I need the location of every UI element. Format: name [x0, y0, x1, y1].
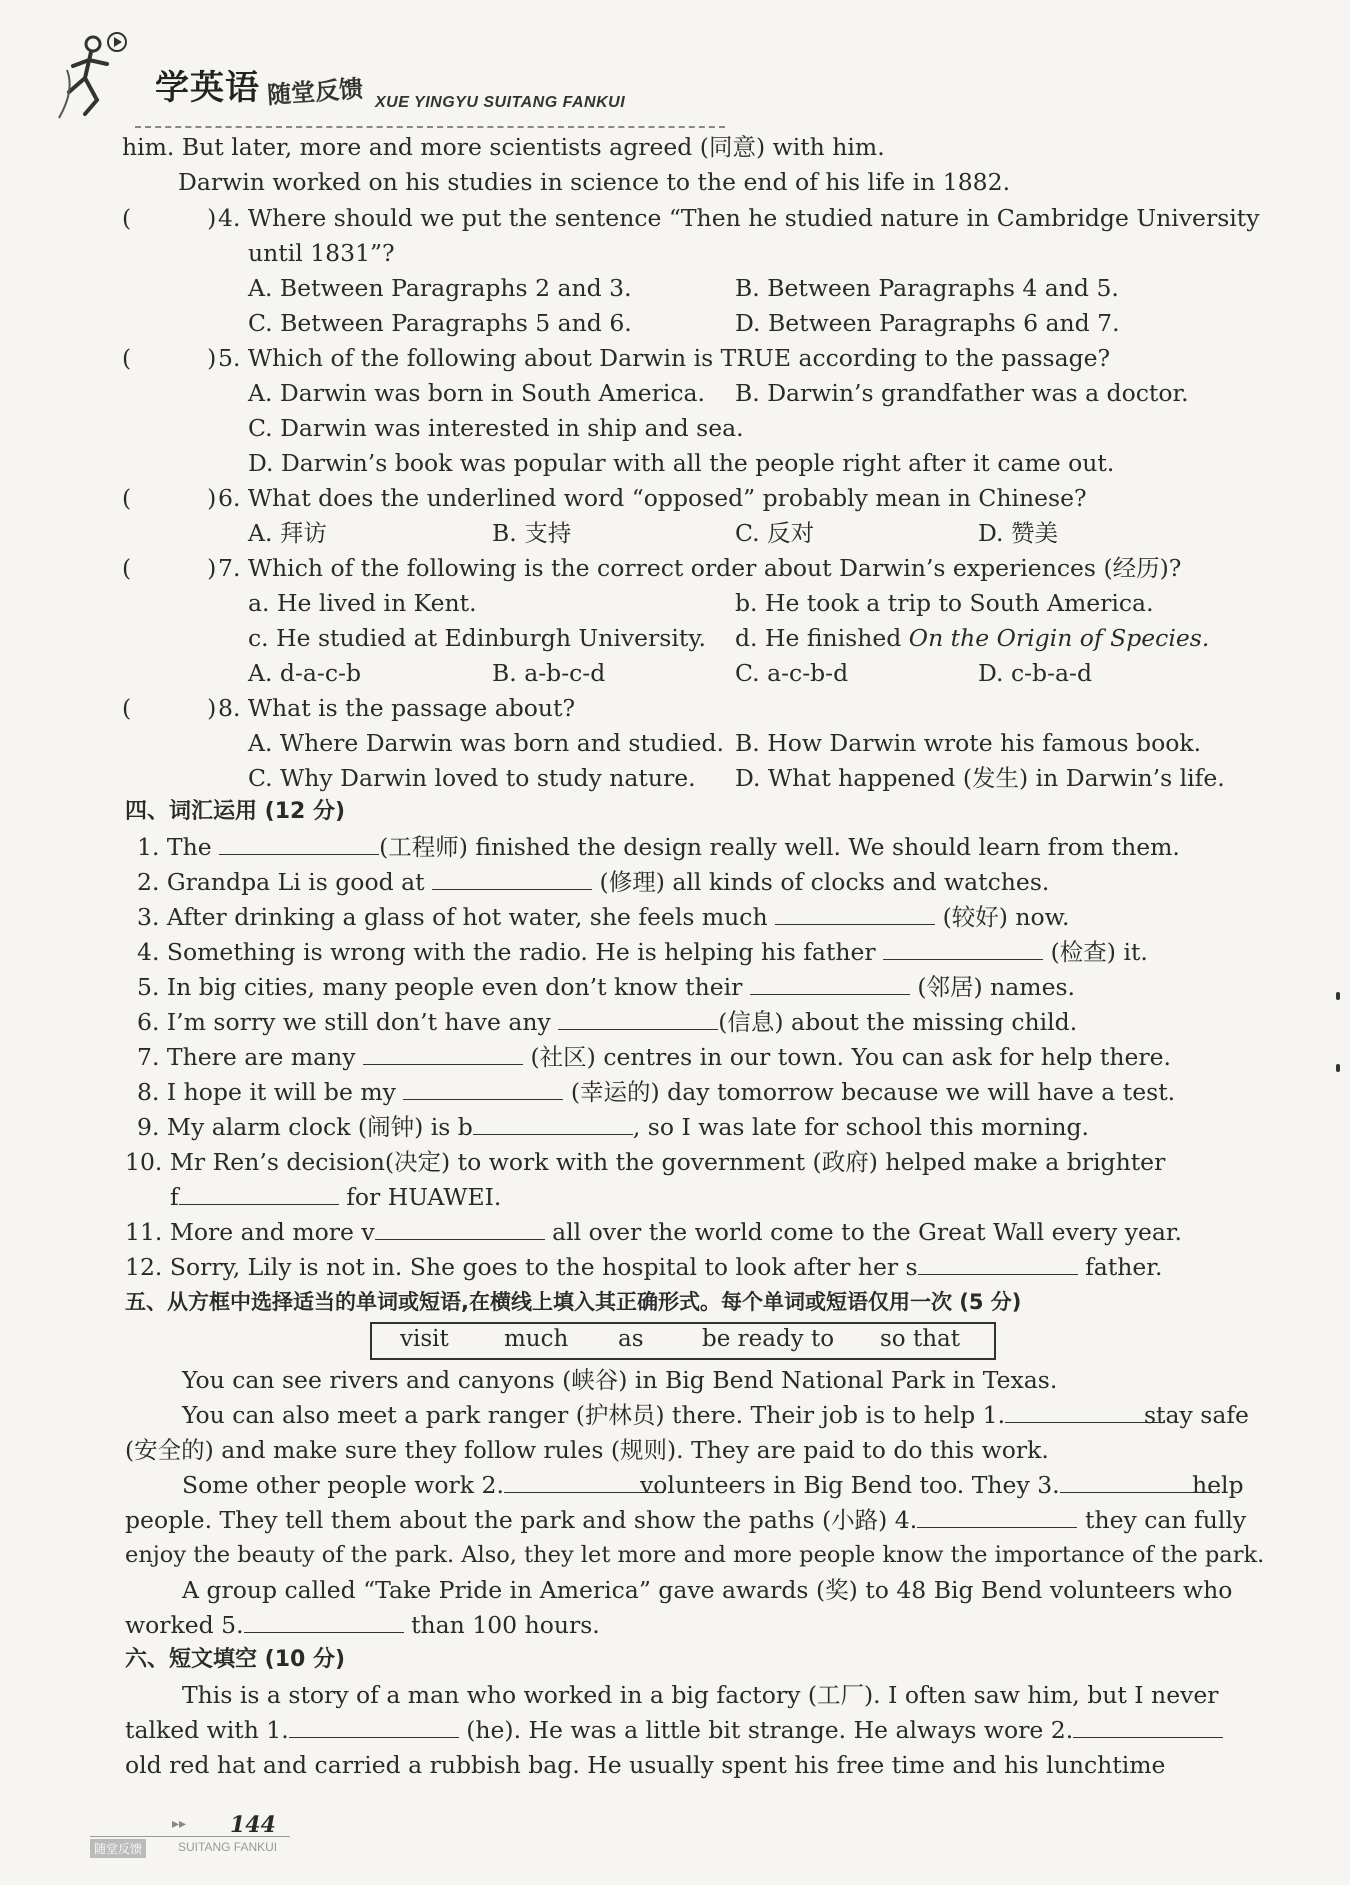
answer-parentheses[interactable]: ( ) — [122, 484, 217, 512]
option-b[interactable]: B. Darwin’s grandfather was a doctor. — [735, 379, 1189, 407]
option-d[interactable]: D. Between Paragraphs 6 and 7. — [735, 309, 1120, 337]
option-d[interactable]: D. Darwin’s book was popular with all the people right after it came out. — [248, 449, 1115, 477]
option-b[interactable]: B. a-b-c-d — [492, 659, 606, 687]
page-number: 144 — [230, 1812, 276, 1838]
option-a[interactable]: A. Darwin was born in South America. — [248, 379, 706, 407]
word-box-item: visit — [400, 1326, 449, 1352]
option-a[interactable]: A. 拜访 — [248, 519, 327, 547]
answer-parentheses[interactable]: ( ) — [122, 204, 217, 232]
option-d[interactable]: D. 赞美 — [978, 519, 1058, 547]
section-5-title: 五、从方框中选择适当的单词或短语,在横线上填入其正确形式。每个单词或短语仅用一次 (5 分) — [125, 1290, 1022, 1314]
vocab-item-12: 12. Sorry, Lily is not in. She goes to the hospital to look after her s father. — [125, 1253, 1163, 1281]
passage-line: Some other people work 2. — [182, 1470, 664, 1500]
passage-line: You can see rivers and canyons (峡谷) in Big Bend National Park in Texas. — [182, 1366, 1058, 1394]
option-a[interactable]: A. d-a-c-b — [248, 659, 361, 687]
option-a[interactable]: A. Between Paragraphs 2 and 3. — [248, 274, 632, 302]
vocab-item-10-cont: f for HUAWEI. — [170, 1183, 502, 1211]
option-c[interactable]: C. Between Paragraphs 5 and 6. — [248, 309, 632, 337]
option-d[interactable]: D. c-b-a-d — [978, 659, 1093, 687]
logo-chinese-title: 学英语 — [155, 68, 260, 108]
vocab-item-7: 7. There are many (社区) centres in our town. You can ask for help there. — [137, 1043, 1172, 1071]
question-5-stem: 5. Which of the following about Darwin is TRUE according to the passage? — [218, 344, 1111, 372]
fill-blank-1[interactable] — [289, 1715, 459, 1738]
fill-blank[interactable] — [179, 1182, 339, 1205]
word-box-item: so that — [880, 1326, 960, 1352]
option-c[interactable]: C. a-c-b-d — [735, 659, 849, 687]
passage-line-end: stay safe — [1144, 1401, 1249, 1429]
book-title: On the Origin of Species. — [908, 624, 1210, 652]
vocab-item-5: 5. In big cities, many people even don’t know their (邻居) names. — [137, 973, 1076, 1001]
vocab-item-1: 1. The (工程师) finished the design really well. We should learn from them. — [137, 833, 1180, 861]
option-b[interactable]: B. Between Paragraphs 4 and 5. — [735, 274, 1119, 302]
runner-logo-icon — [55, 30, 135, 120]
passage-line: You can also meet a park ranger (护林员) there. Their job is to help 1. — [182, 1400, 1165, 1430]
margin-mark — [1336, 992, 1340, 1000]
word-box-item: much — [504, 1326, 569, 1352]
passage-line: (安全的) and make sure they follow rules (规则). They are paid to do this work. — [125, 1436, 1049, 1464]
event-item-c: c. He studied at Edinburgh University. — [248, 624, 706, 652]
fill-blank[interactable] — [375, 1217, 545, 1240]
vocab-item-4: 4. Something is wrong with the radio. He is helping his father (检查) it. — [137, 938, 1148, 966]
fill-blank-2[interactable] — [1073, 1715, 1223, 1738]
passage-line: Darwin worked on his studies in science to the end of his life in 1882. — [178, 168, 1011, 196]
passage-line-end: help — [1192, 1471, 1244, 1499]
answer-parentheses[interactable]: ( ) — [122, 344, 217, 372]
question-4-stem: 4. Where should we put the sentence “Then he studied nature in Cambridge University — [218, 204, 1260, 232]
passage-line: volunteers in Big Bend too. They 3. — [640, 1470, 1220, 1500]
vocab-item-8: 8. I hope it will be my (幸运的) day tomorrow because we will have a test. — [137, 1078, 1176, 1106]
fill-blank[interactable] — [473, 1112, 633, 1135]
passage-line: enjoy the beauty of the park. Also, they let more and more people know the importance of the park. — [125, 1542, 1265, 1568]
vocab-item-9: 9. My alarm clock (闹钟) is b , so I was late for school this morning. — [137, 1113, 1089, 1141]
footer-tag-en: SUITANG FANKUI — [178, 1840, 278, 1854]
vocab-item-11: 11. More and more v all over the world come to the Great Wall every year. — [125, 1218, 1183, 1246]
word-box-item: as — [618, 1326, 644, 1352]
question-7-stem: 7. Which of the following is the correct order about Darwin’s experiences (经历)? — [218, 554, 1182, 582]
fill-blank[interactable] — [750, 972, 910, 995]
answer-parentheses[interactable]: ( ) — [122, 694, 217, 722]
event-item-a: a. He lived in Kent. — [248, 589, 477, 617]
fill-blank-1[interactable] — [1005, 1400, 1165, 1423]
passage-line: old red hat and carried a rubbish bag. He usually spent his free time and his lunchtime — [125, 1751, 1166, 1779]
passage-line: him. But later, more and more scientists agreed (同意) with him. — [122, 133, 885, 161]
option-b[interactable]: B. How Darwin wrote his famous book. — [735, 729, 1202, 757]
footer-tag — [90, 1836, 290, 1857]
footer-tag-cn: 随堂反馈 — [90, 1839, 146, 1858]
event-item-b: b. He took a trip to South America. — [735, 589, 1154, 617]
vocab-item-3: 3. After drinking a glass of hot water, she feels much (较好) now. — [137, 903, 1070, 931]
passage-line: A group called “Take Pride in America” gave awards (奖) to 48 Big Bend volunteers who — [182, 1576, 1233, 1604]
vocab-item-10: 10. Mr Ren’s decision(决定) to work with the government (政府) helped make a brighter — [125, 1148, 1166, 1176]
section-4-title: 四、词汇运用 (12 分) — [125, 799, 346, 824]
fill-blank[interactable] — [219, 832, 379, 855]
question-4-stem-cont: until 1831”? — [248, 239, 395, 267]
header-divider — [135, 126, 725, 128]
fill-blank[interactable] — [403, 1077, 563, 1100]
passage-line: worked 5. than 100 hours. — [125, 1611, 600, 1639]
fill-blank[interactable] — [918, 1252, 1078, 1275]
option-c[interactable]: C. Darwin was interested in ship and sea. — [248, 414, 744, 442]
section-6-title: 六、短文填空 (10 分) — [125, 1647, 346, 1672]
fill-blank[interactable] — [558, 1007, 718, 1030]
option-d[interactable]: D. What happened (发生) in Darwin’s life. — [735, 764, 1225, 792]
passage-line: This is a story of a man who worked in a big factory (工厂). I often saw him, but I never — [182, 1681, 1219, 1709]
fill-blank[interactable] — [432, 867, 592, 890]
option-c[interactable]: C. Why Darwin loved to study nature. — [248, 764, 696, 792]
word-box — [370, 1322, 996, 1360]
fill-blank-5[interactable] — [244, 1610, 404, 1633]
footer-arrow-icon: ▸▸ — [172, 1816, 187, 1832]
question-8-stem: 8. What is the passage about? — [218, 694, 576, 722]
word-box-item: be ready to — [702, 1326, 835, 1352]
fill-blank[interactable] — [363, 1042, 523, 1065]
passage-line-end: they can fully — [1085, 1506, 1247, 1534]
fill-blank-4[interactable] — [917, 1505, 1077, 1528]
vocab-item-6: 6. I’m sorry we still don’t have any (信息) about the missing child. — [137, 1008, 1078, 1036]
answer-parentheses[interactable]: ( ) — [122, 554, 217, 582]
option-c[interactable]: C. 反对 — [735, 519, 815, 547]
fill-blank[interactable] — [883, 937, 1043, 960]
page-header — [55, 20, 665, 120]
option-a[interactable]: A. Where Darwin was born and studied. — [248, 729, 725, 757]
vocab-item-2: 2. Grandpa Li is good at (修理) all kinds of clocks and watches. — [137, 868, 1050, 896]
event-item-d: d. He finished On the Origin of Species. — [735, 624, 1210, 652]
fill-blank[interactable] — [775, 902, 935, 925]
logo-chinese-subtitle: 随堂反馈 — [266, 74, 365, 110]
passage-line: talked with 1. (he). He was a little bit strange. He always wore 2. — [125, 1715, 1223, 1745]
passage-line: people. They tell them about the park and show the paths (小路) 4. — [125, 1505, 1077, 1535]
option-b[interactable]: B. 支持 — [492, 519, 572, 547]
margin-mark — [1336, 1064, 1340, 1072]
logo-english-title: XUE YINGYU SUITANG FANKUI — [375, 94, 626, 111]
question-6-stem: 6. What does the underlined word “opposed” probably mean in Chinese? — [218, 484, 1087, 512]
